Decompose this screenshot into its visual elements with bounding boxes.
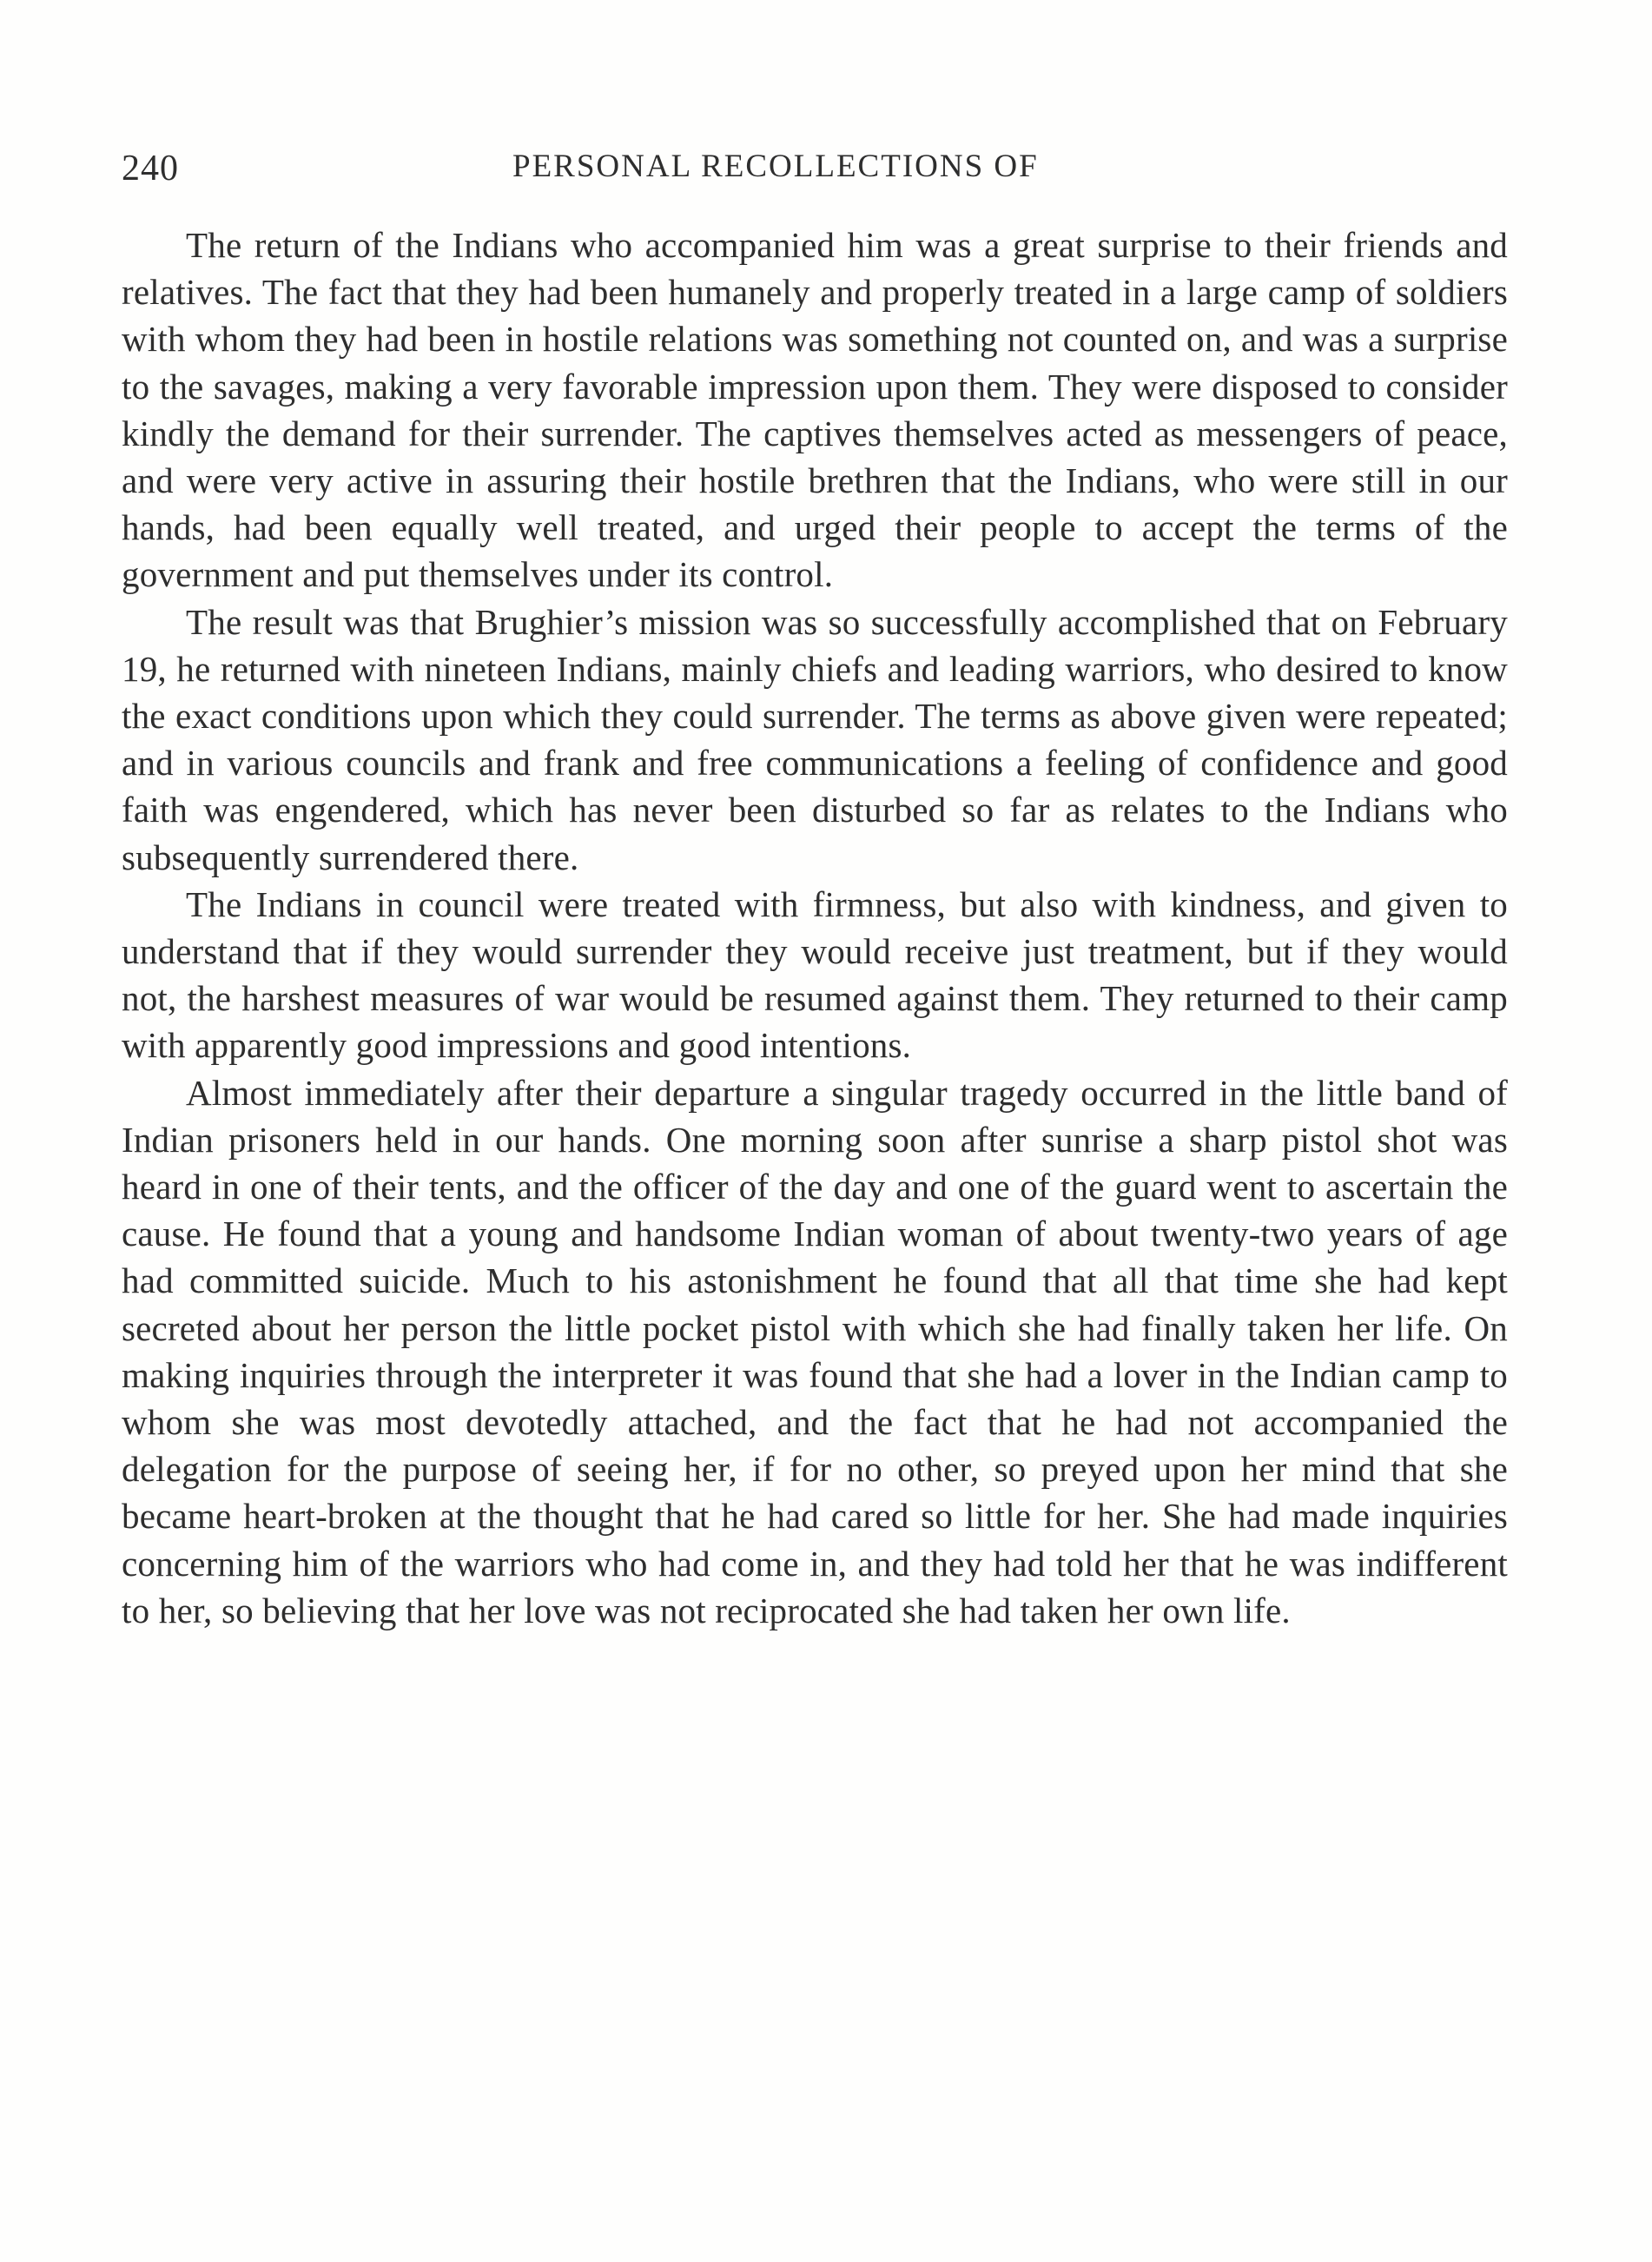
paragraph: The Indians in council were treated with firmness, but also with kindness, and given to understand that if they would surrender they would receive just treatment, but if they would not, the harshest measures of war would be resumed against them. They returned to their camp with apparently good impressions and good intentions.: [122, 883, 1508, 1066]
paragraph: Almost immediately after their departure a singular tragedy occurred in the little band of Indian prisoners held in our hands. One morning soon after sunrise a sharp pistol shot was heard in one of their tents, and the officer of the day and one of the guard went to ascertain the cause. He found that a young and handsome Indian woman of about twenty-two years of age had committed suicide. Much to his astonishment he found that all that time she had kept secreted about her person the little pocket pistol with which she had finally taken her life. On making inquiries through the interpreter it was found that she had a lover in the Indian camp to whom she was most devotedly attached, and the fact that he had not accompanied the delegation for the purpose of seeing her, if for no other, so preyed upon her mind that she became heart-broken at the thought that he had cared so little for her. She had made inquiries concerning him of the warriors who had come in, and they had told her that he was indifferent to her, so believing that her love was not reciprocated she had taken her own life.: [122, 1072, 1508, 1630]
page-number: 240: [122, 149, 179, 188]
paragraph: The return of the Indians who accompanied him was a great surprise to their friends and relatives. The fact that they had been humanely and properly treated in a large camp of soldiers with whom they had been in hostile relations was something not counted on, and was a surprise to the savages, making a very favorable impression upon them. They were disposed to consider kindly the demand for their surrender. The captives themselves acted as messengers of peace, and were very active in assuring their hostile brethren that the Indians, who were still in our hands, had been equally well treated, and urged their people to accept the terms of the government and put themselves under its control.: [122, 225, 1508, 595]
page-header: [122, 148, 1511, 200]
body-text: [122, 222, 1508, 1634]
paragraph: The result was that Brughier’s mission was so successfully accomplished that on February 19, he returned with nineteen Indians, mainly chiefs and leading warriors, who desired to know the exact conditions upon which they could surrender. The terms as above given were repeated; and in various councils and frank and free communications a feeling of confidence and good faith was engendered, which has never been disturbed so far as relates to the Indians who subsequently surrendered there.: [122, 601, 1508, 877]
running-head: PERSONAL RECOLLECTIONS OF: [512, 149, 1039, 184]
